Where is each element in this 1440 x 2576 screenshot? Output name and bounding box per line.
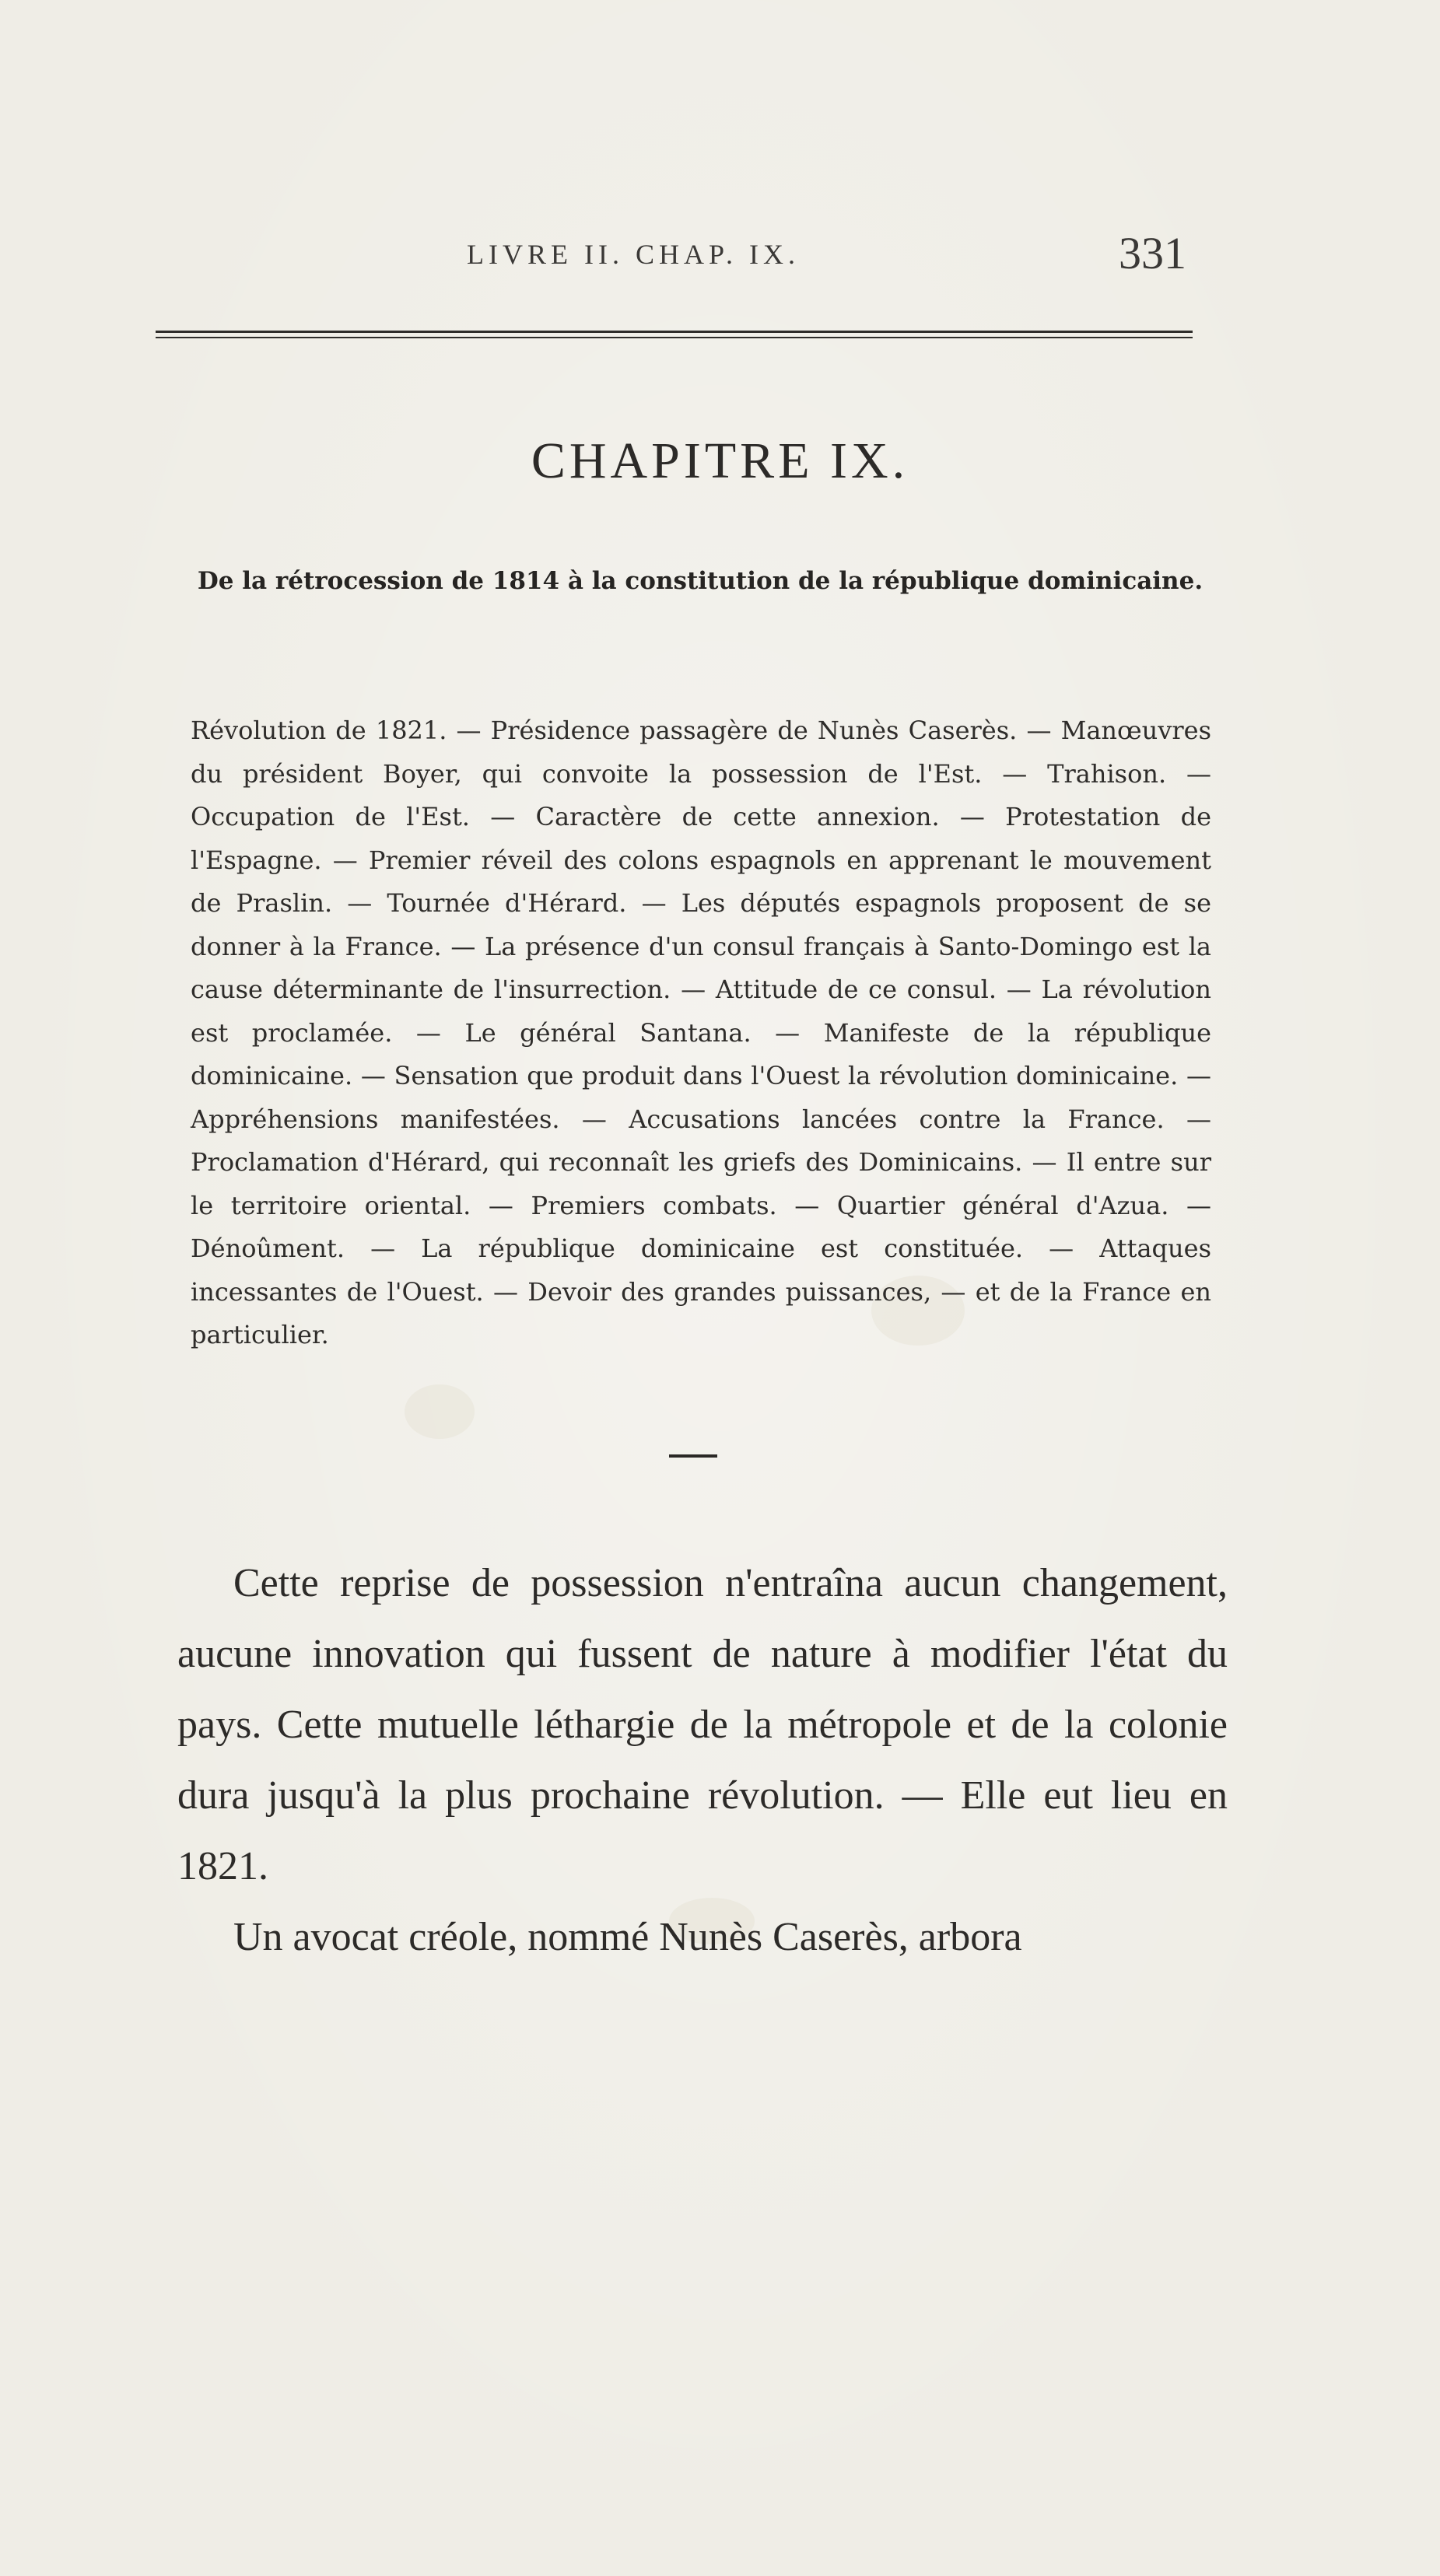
chapter-summary: Révolution de 1821. — Présidence passagère de Nunès Caserès. — Manœuvres du président Boyer, qui convoite la possession de l'Est. — Trahison. — Occupation de l'Est. — Caractère de cette annexion. — Protestation de l'Espagne. — Premier réveil des colons espagnols en apprenant le mouvement de Praslin. — Tournée d'Hérard. — Les députés espagnols proposent de se donner à la France. — La présence d'un consul français à Santo-Domingo est la cause déterminante de l'insurrection. — Attitude de ce consul. — La révolution est proclamée. — Le général Santana. — Manifeste de la république dominicaine. — Sensation que produit dans l'Ouest la révolution dominicaine. — Appréhensions manifestées. — Accusations lancées contre la France. — Proclamation d'Hérard, qui reconnaît les griefs des Dominicains. — Il entre sur le territoire oriental. — Premiers combats. — Quartier général d'Azua. — Dénoûment. — La république dominicaine est constituée. — Attaques incessantes de l'Ouest. — Devoir des grandes puissances, — et de la France en particulier. bbox=[191, 716, 1211, 1349]
chapter-subtitle: De la rétrocession de 1814 à la constitution de la république dominicaine. bbox=[197, 567, 1204, 595]
page-number: 331 bbox=[1119, 228, 1186, 278]
running-head bbox=[0, 228, 1440, 280]
paper-stain bbox=[405, 1384, 475, 1439]
body-text bbox=[177, 1548, 1228, 1972]
section-divider bbox=[669, 1454, 717, 1458]
body-paragraph-1: Cette reprise de possession n'entraîna aucun changement, aucune innovation qui fussent de nature à modifier l'état du pays. Cette mutuelle léthargie de la métropole et de la colonie dura jusqu'à la plus prochaine révolution. — Elle eut lieu en 1821. bbox=[177, 1561, 1228, 1888]
running-head-title: LIVRE II. CHAP. IX. bbox=[467, 239, 800, 270]
chapter-title: CHAPITRE IX. bbox=[531, 432, 909, 489]
header-double-rule bbox=[156, 331, 1193, 338]
body-paragraph-2: Un avocat créole, nommé Nunès Caserès, arbora bbox=[233, 1915, 1022, 1959]
